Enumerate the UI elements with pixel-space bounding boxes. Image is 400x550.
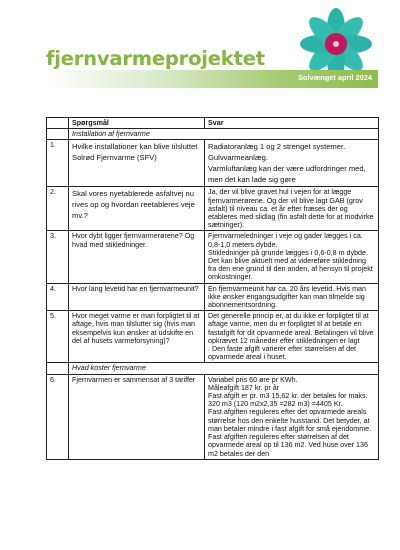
row-question: Hvor meget varme er man forpligtet til at aftage, hvis man tilslutter sig (hvis man eksempelvis kun ønsker at udskifte en del af husets varmeforsyning)? <box>69 311 205 363</box>
table-header-row <box>47 118 379 129</box>
answer-line: Det generelle princip er, at du ikke er forpligtet til at aftage varme, men du er forpligtet til at betale en fastafgift for dit opvarmede areal. Betalingen vil blive opkrævet 12 måneder efter stikledningen er lagt <box>208 312 374 345</box>
subtitle-banner <box>46 70 378 88</box>
row-question: Hvor dybt ligger fjernvarmerørene? Og hvad med stikledninger. <box>69 231 205 283</box>
section-spacer <box>47 129 69 140</box>
answer-line: Fast afgiften reguleres efter det opvarmede areals størrelse hos den enkelte husstand. Det betyder, at man betaler mindre i fast afgift for små ejendomme. Fast afgiften reguleres efter størrelsen af det opvarmede areal op til 136 m2. Ved huse over 136 m2 betales der den <box>208 408 372 458</box>
row-answer <box>205 283 379 311</box>
table-row <box>47 231 379 283</box>
answer-line: Fjernvarmeledninger i veje og gader lægges i ca. 0,8-1,0 meters dybde. <box>208 232 363 249</box>
table-row <box>47 311 379 363</box>
row-answer <box>205 374 379 459</box>
header-question: Spørgsmål <box>69 118 205 129</box>
row-num: 5. <box>47 311 69 363</box>
answer-line: Måleafgift 187 kr. pr år <box>208 383 280 392</box>
row-question: Hvilke installationer kan blive tilsluttet Solrød Fjernvarme (SFV) <box>69 140 205 187</box>
qa-table <box>46 117 379 460</box>
row-question: Fjernvarmen er sammensat af 3 tariffer <box>69 374 205 459</box>
row-answer <box>205 311 379 363</box>
answer-line: Stikledninger på grunde lægges i 0,6-0,8 m dybde. <box>208 248 368 257</box>
table-row <box>47 140 379 187</box>
row-answer <box>205 231 379 283</box>
section-title: Hvad koster fjernvarme <box>69 363 379 374</box>
row-num: 1. <box>47 140 69 187</box>
row-question: Hvor lang levetid har en fjernvarmeunit? <box>69 283 205 311</box>
answer-line: Variabel pris 60 øre pr KWh. <box>208 375 298 384</box>
header-num <box>47 118 69 129</box>
answer-line: Ja, der vil blive gravet hul i vejen for at lægge fjernvarmerørene. Og der vil blive lagt GAB (grov asfalt) til niveau ca. et år efter fræses der og etableres med slidlag (fin asfalt dette for at modvirke sætninger). <box>208 188 374 230</box>
subtitle-date: Solvænget april 2024 <box>298 73 372 82</box>
answer-line: Gulvvarmeanlæg. <box>208 153 268 163</box>
answer-line: Det kan blive aktuelt med at videreføre stikledning fra den ene grund til den anden, af hensyn til projekt omkostninger. <box>208 257 373 282</box>
document-title: fjernvarmeprojektet <box>46 47 265 70</box>
answer-line: Radiatoranlæg 1 og 2 strenget systemer. <box>208 142 346 152</box>
row-answer <box>205 140 379 187</box>
row-num: 6. <box>47 374 69 459</box>
row-answer <box>205 187 379 231</box>
answer-line: . Den faste afgift varierer efter størrelsen af det opvarmede areal i huset. <box>208 345 357 362</box>
section-title: Installation af fjernvarme <box>69 129 379 140</box>
row-num: 4. <box>47 283 69 311</box>
row-num: 2. <box>47 187 69 231</box>
header-answer: Svar <box>205 118 379 129</box>
section-row <box>47 363 379 374</box>
section-row <box>47 129 379 140</box>
table-row <box>47 374 379 459</box>
answer-line: Fast afgift er pr. m3 15,62 kr. der betales for maks. 320 m3 (120 m2x2,35 =282 m3) =4405 Kr. <box>208 392 368 409</box>
answer-line: En fjernvarmeunit har ca. 20 års levetid. Hvis man ikke ønsker engangsudgifter kan man tilmelde sig abonnementsordning. <box>208 284 366 310</box>
table-row <box>47 283 379 311</box>
table-row <box>47 187 379 231</box>
answer-line: Varmluftanlæg kan der være udfordringer med, men det kan lade sig gøre <box>208 164 366 185</box>
section-spacer <box>47 363 69 374</box>
row-question: Skal vores nyetablerede asfaltvej nu rives op og hvordan reetableres veje mv.? <box>69 187 205 231</box>
row-num: 3. <box>47 231 69 283</box>
